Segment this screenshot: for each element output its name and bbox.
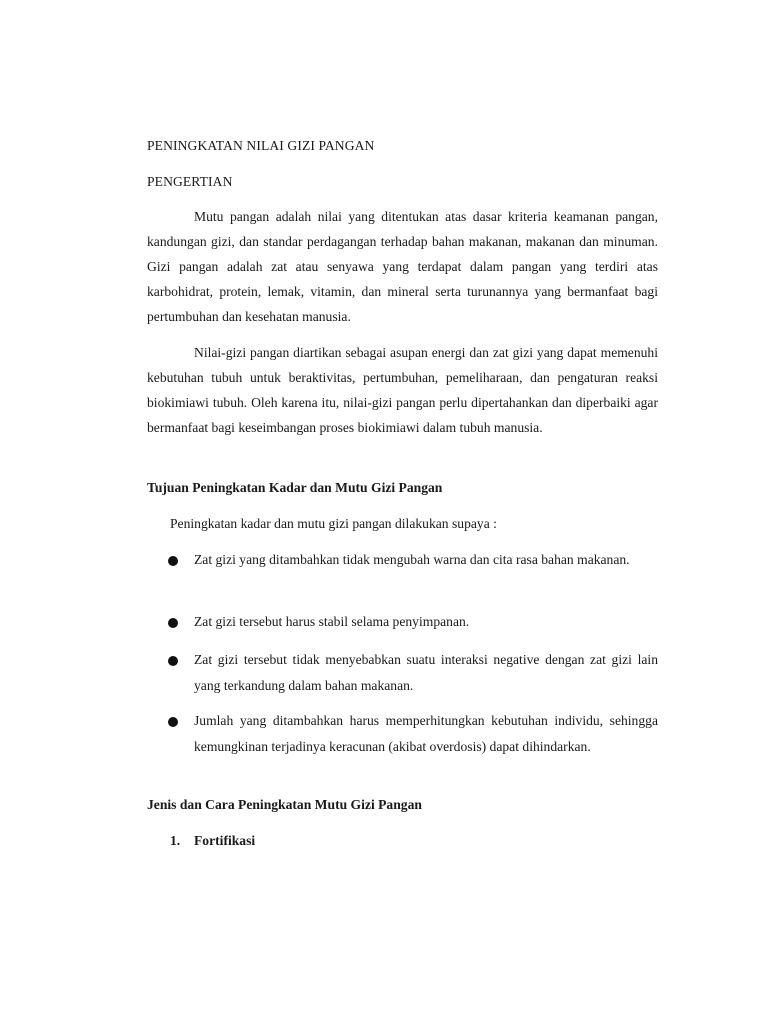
- section-heading: PENGERTIAN: [147, 174, 233, 189]
- numbered-item: [170, 833, 255, 849]
- subheading-jenis: Jenis dan Cara Peningkatan Mutu Gizi Pangan: [147, 797, 422, 812]
- paragraph-definition-mutu: Mutu pangan adalah nilai yang ditentukan atas dasar kriteria keamanan pangan, kandungan gizi, dan standar perdagangan terhadap bahan makanan, makanan dan minuman. Gizi pangan adalah zat atau senyawa yang terdapat dalam pangan yang terdiri atas karbohidrat, protein, lemak, vitamin, dan mineral serta turunannya yang bermanfaat bagi pertumbuhan dan kesehatan manusia.: [147, 209, 658, 324]
- list-item-text: Zat gizi tersebut harus stabil selama penyimpanan.: [194, 614, 470, 629]
- bullet-icon: [168, 656, 178, 666]
- bullet-icon: [168, 556, 178, 566]
- list-item-text: Zat gizi yang ditambahkan tidak mengubah warna dan cita rasa bahan makanan.: [194, 552, 630, 567]
- paragraph-definition-nilai-gizi: Nilai-gizi pangan diartikan sebagai asupan energi dan zat gizi yang dapat memenuhi kebutuhan tubuh untuk beraktivitas, pertumbuhan, pemeliharaan, dan pengaturan reaksi biokimiawi tubuh. Oleh karena itu, nilai-gizi pangan perlu dipertahankan dan diperbaiki agar bermanfaat bagi keseimbangan proses biokimiawi dalam tubuh manusia.: [147, 345, 658, 435]
- intro-text: Peningkatan kadar dan mutu gizi pangan dilakukan supaya :: [170, 516, 497, 531]
- list-item-text: Jumlah yang ditambahkan harus memperhitungkan kebutuhan individu, sehingga kemungkinan terjadinya keracunan (akibat overdosis) dapat dihindarkan.: [194, 713, 658, 754]
- bullet-icon: [168, 618, 178, 628]
- numbered-item-number: 1.: [170, 833, 181, 848]
- numbered-item-label: Fortifikasi: [194, 833, 256, 848]
- list-item-text: Zat gizi tersebut tidak menyebabkan suatu interaksi negative dengan zat gizi lain yang terkandung dalam bahan makanan.: [194, 652, 658, 693]
- bullet-icon: [168, 717, 178, 727]
- document-title: PENINGKATAN NILAI GIZI PANGAN: [147, 138, 375, 153]
- subheading-tujuan: Tujuan Peningkatan Kadar dan Mutu Gizi Pangan: [147, 480, 443, 495]
